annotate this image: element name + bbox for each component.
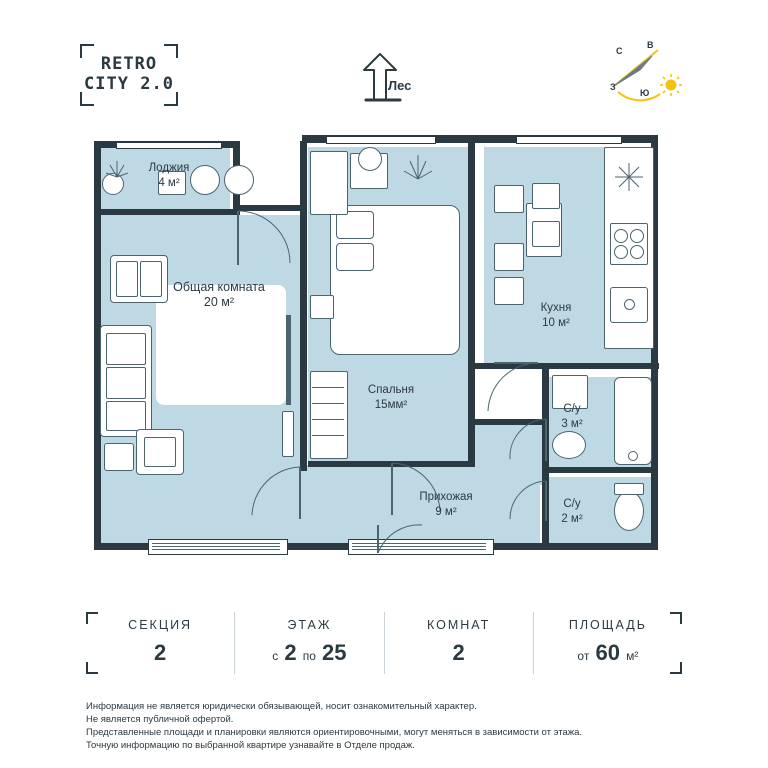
spec-area: [533, 612, 682, 674]
window-top-kitchen: [516, 136, 622, 144]
door-loggia: [236, 209, 306, 273]
spec-area-value: [534, 640, 682, 666]
bedroom-pillow-1: [336, 211, 374, 239]
logo-bracket-br-v: [176, 92, 178, 106]
room-area-bedroom: 15мм²: [374, 399, 408, 411]
door-kitchen: [482, 357, 544, 417]
window-loggia-top: [116, 142, 222, 149]
loggia-chair-2: [224, 165, 254, 195]
bedroom-dresser-line-4: [312, 435, 344, 436]
spec-area-unit: м²: [626, 649, 639, 663]
window-bottom-left-rail1: [152, 543, 280, 544]
bedroom-plant-icon: [398, 145, 438, 185]
room-label-bath2: [544, 497, 600, 527]
brand-logo: [80, 44, 178, 106]
spec-area-prefix: от: [577, 649, 590, 663]
room-label-loggia: [114, 161, 224, 191]
kitchen-chair-5: [532, 221, 560, 247]
window-bottom-left-rail3: [152, 549, 280, 550]
window-bottom-left-rail2: [152, 546, 280, 547]
spec-floor-value: [235, 640, 383, 666]
kitchen-burner-3: [614, 245, 628, 259]
bedroom-desk-chair: [358, 147, 382, 171]
bedroom-pillow-2: [336, 243, 374, 271]
room-name-living: Общая комната: [173, 280, 265, 294]
window-top-bedroom: [326, 136, 436, 144]
wall-bedroom-right: [468, 141, 475, 467]
logo-line-2: CITY 2.0: [84, 74, 174, 94]
living-sofa-left-cushion-2: [106, 367, 146, 399]
door-entrance: [374, 523, 438, 559]
disclaimer-line-4: Точную информацию по выбранной квартире узнавайте в Отделе продаж.: [86, 740, 415, 751]
kitchen-sink-drain-icon: [624, 299, 635, 310]
disclaimer: [86, 700, 686, 752]
spec-section-caption: СЕКЦИЯ: [128, 618, 193, 632]
compass-east-label: С: [616, 46, 623, 56]
disclaimer-line-1: Информация не является юридически обязывающей, носит ознакомительный характер.: [86, 701, 477, 712]
bath1-sink: [552, 431, 586, 459]
kitchen-chair-2: [494, 243, 524, 271]
room-label-living: [144, 280, 294, 310]
spec-rooms-caption: КОМНАТ: [426, 618, 491, 632]
logo-text: [80, 54, 178, 94]
room-area-kitchen: 10 м²: [542, 317, 570, 329]
room-name-bedroom: Спальня: [367, 384, 415, 396]
living-armchair-seat: [144, 437, 176, 467]
bedroom-wardrobe: [310, 151, 348, 215]
living-sofa-left-cushion-3: [106, 401, 146, 431]
compass-icon: [600, 40, 690, 112]
forest-direction: [344, 48, 434, 106]
wall-loggia-bottom: [94, 209, 240, 215]
spec-rooms-value: 2: [452, 640, 465, 665]
spec-area-number: 60: [595, 640, 620, 665]
room-label-kitchen: [506, 301, 606, 331]
spec-rooms: [384, 612, 533, 674]
kitchen-chair-4: [532, 183, 560, 209]
window-bottom-left: [148, 539, 288, 555]
room-name-bath2: С/у: [563, 498, 581, 510]
room-name-bath1: С/у: [563, 403, 581, 415]
kitchen-burner-2: [630, 229, 644, 243]
room-area-hall: 9 м²: [435, 506, 457, 518]
compass-south-label: З: [610, 82, 616, 92]
wall-living-right: [300, 141, 307, 471]
room-label-bedroom: [336, 383, 446, 413]
disclaimer-line-3: Представленные площади и планировки являются ориентировочными, могут меняться в зависимости от этажа.: [86, 727, 583, 738]
forest-label: Лес: [388, 78, 412, 93]
kitchen-chair-1: [494, 185, 524, 213]
spec-area-caption: ПЛОЩАДЬ: [568, 618, 647, 632]
bath2-toilet: [614, 491, 644, 531]
spec-section: [86, 612, 234, 674]
bath2-cistern: [614, 483, 644, 495]
room-name-kitchen: Кухня: [540, 302, 572, 314]
compass-north-label: В: [647, 40, 654, 50]
kitchen-burner-4: [630, 245, 644, 259]
spec-floor-to: 25: [322, 640, 347, 665]
floor-plan: [86, 125, 682, 580]
room-area-bath1: 3 м²: [561, 418, 583, 430]
compass-rose: [600, 40, 690, 112]
room-name-hall: Прихожая: [419, 491, 473, 503]
wall-bath-divider: [542, 467, 658, 473]
room-label-bath1: [544, 402, 600, 432]
bath1-tub-drain-icon: [628, 451, 638, 461]
bedroom-nightstand-2: [310, 295, 334, 319]
room-area-living: 20 м²: [203, 295, 235, 309]
room-name-loggia: Лоджия: [148, 162, 190, 174]
kitchen-burner-1: [614, 229, 628, 243]
living-tv-stand: [282, 411, 294, 457]
room-area-loggia: 4 м²: [158, 177, 180, 189]
room-area-bath2: 2 м²: [561, 513, 583, 525]
up-arrow-icon: [344, 48, 434, 106]
room-label-hall: [396, 490, 496, 520]
kitchen-hob: [610, 223, 648, 265]
logo-bracket-bl: [80, 104, 94, 106]
logo-line-1: RETRO: [100, 54, 158, 74]
apartment-specs: [86, 612, 682, 674]
living-sofa-left-cushion-1: [106, 333, 146, 365]
spec-floor-prefix: с: [272, 649, 279, 663]
logo-bracket-bl-v: [80, 92, 82, 106]
spec-floor-caption: ЭТАЖ: [287, 618, 332, 632]
disclaimer-line-2: Не является публичной офертой.: [86, 714, 234, 725]
compass-west-label: Ю: [640, 88, 650, 98]
logo-bracket-tl: [80, 44, 94, 46]
door-living: [246, 465, 306, 523]
living-pouf: [104, 443, 134, 471]
kitchen-snowflake-icon: [610, 159, 648, 195]
living-sofa-cushion-1: [116, 261, 138, 297]
spec-floor-from: 2: [284, 640, 297, 665]
bedroom-dresser-line-3: [312, 419, 344, 420]
spec-floor-middle: по: [302, 649, 316, 663]
living-tv-panel: [286, 315, 291, 405]
spec-section-value: 2: [154, 640, 167, 665]
spec-floor: [234, 612, 383, 674]
